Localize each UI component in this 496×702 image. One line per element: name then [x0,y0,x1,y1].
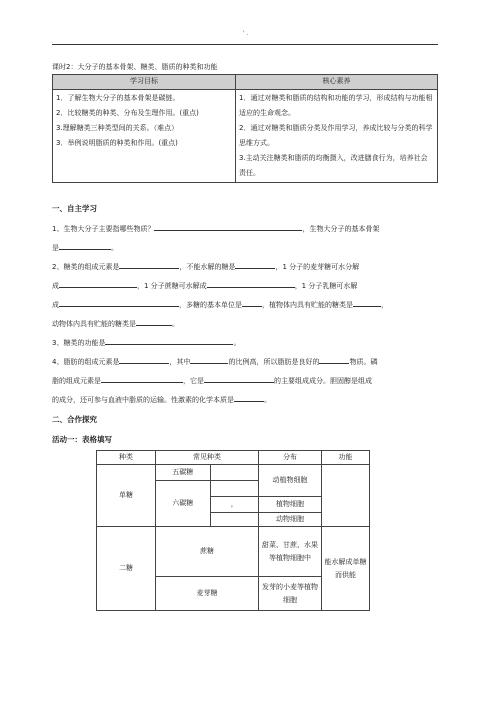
section-self-study-title: 一、自主学习 [52,204,97,213]
q2-text-d: 成 [52,282,59,290]
type-disaccharide: 二糖 [97,527,156,611]
answer-blank[interactable] [235,261,275,269]
question-3 [52,334,438,353]
answer-blank[interactable] [190,356,228,364]
question-4 [52,353,438,410]
q4-text-e: 脂的组成元素是 [52,377,101,385]
q4-text-b: ，其中 [169,358,191,366]
header-mark: ' . [243,30,249,37]
answer-blank[interactable] [136,318,172,326]
empty-cell-dot[interactable] [210,497,258,513]
q3-text-b: 。 [233,339,241,347]
empty-cell[interactable] [210,465,258,481]
header-distribution: 分布 [259,451,322,465]
objectives-header: 学习目标 [53,75,236,90]
activity-table [96,450,370,611]
objective-item: 3．举例说明脂质的种类和作用。(重点) [56,139,178,147]
answer-blank[interactable] [105,337,233,345]
answer-blank[interactable] [353,299,381,307]
q2-text-l: 。 [172,320,179,328]
answer-blank[interactable] [207,280,295,288]
answer-blank[interactable] [154,223,302,231]
q4-text-d: 物质。磷 [349,358,378,366]
plant-cell: 植物细胞 [259,497,322,513]
answer-blank[interactable] [242,299,262,307]
q2-text-k: 动物体内具有贮能的糖类是 [52,320,136,328]
answer-blank[interactable] [59,280,137,288]
q2-text-c: ，1 分子的麦芽糖可水分解 [275,263,360,271]
header-divider [52,44,438,45]
answer-blank[interactable] [59,299,179,307]
q3-text-a: 3、糖类的功能是 [52,339,106,347]
competency-item: 3.主动关注糖类和脂质的均衡摄入，改进膳食行为，培养社会责任。 [239,154,428,177]
answer-blank[interactable] [59,242,111,250]
q2-text-e: ，1 分子蔗糖可水解成 [137,282,207,290]
q1-text-a: 1、生物大分子主要指哪些物质？ [52,225,155,233]
answer-blank[interactable] [119,261,179,269]
answer-blank[interactable] [319,356,349,364]
q4-text-h: 的成分，还可参与血液中脂质的运输。性激素的化学本质是 [52,396,234,404]
empty-cell[interactable] [210,481,258,497]
answer-blank[interactable] [234,394,264,402]
section-cooperation-title: 二、合作探究 [52,415,97,424]
competency-header: 核心素养 [236,75,438,90]
q2-text-b: ，不能水解的糖是 [179,263,236,271]
question-2 [52,258,438,334]
objective-item: 2．比较糖类的种类、分布及生理作用。(重点) [56,109,199,117]
activity-1-title: 活动一：表格填写 [52,435,112,444]
six-carbon-sugar: 六碳糖 [156,481,211,527]
q1-text-d: 。 [111,244,118,252]
dot-mark: ， [230,500,238,508]
question-1 [52,220,438,258]
sucrose-distribution: 甜菜、甘蔗、水果等植物细胞中 [259,527,322,577]
maltose: 麦芽糖 [156,577,259,611]
q1-text-c: 是 [52,244,59,252]
maltose-distribution: 发芽的小麦等植物细胞 [259,577,322,611]
sucrose: 蔗糖 [156,527,259,577]
answer-blank[interactable] [204,375,274,383]
competency-item: 1．通过对糖类和脂质的结构和功能的学习，形成结构与功能相适应的生命观念。 [239,94,433,117]
lesson-title: 课时2：大分子的基本骨架、糖类、脂质的种类和功能 [52,63,218,71]
q2-text-g: 成 [52,301,59,309]
q4-text-c: 的比例高，所以脂肪是良好的 [228,358,320,366]
empty-cell[interactable] [322,465,370,527]
objective-item: 3.理解糖类三种类型间的关系。（难点） [56,124,179,132]
q1-text-b: ，生物大分子的基本骨架 [302,225,380,233]
q2-text-f: ，1 分子乳糖可水解 [294,282,358,290]
animal-cell: 动物细胞 [259,513,322,527]
q2-text-a: 2、糖类的组成元素是 [52,263,120,271]
competency-list [236,90,438,183]
q4-text-f: ，它是 [183,377,204,385]
header-common: 常见种类 [156,451,259,465]
animal-plant-cell: 动植物细胞 [259,465,322,497]
header-type: 种类 [97,451,156,465]
objectives-table [52,74,438,183]
disaccharide-function: 能水解成单糖而供能 [322,527,370,611]
competency-item: 2．通过对糖类和脂质分类及作用学习，养成比较与分类的科学思维方式。 [239,124,433,147]
header-function: 功能 [322,451,370,465]
objectives-list [53,90,236,183]
q4-text-g: 的主要组成成分。胆固醇是组成 [274,377,372,385]
q2-text-i: ，植物体内具有贮能的糖类是 [262,301,353,309]
five-carbon-sugar: 五碳糖 [156,465,211,481]
q2-text-j: ， [381,301,388,309]
q4-text-a: 4、脂肪的组成元素是 [52,358,120,366]
answer-blank[interactable] [119,356,169,364]
objective-item: 1．了解生物大分子的基本骨架是碳链。 [56,94,180,102]
q4-text-i: 。 [264,396,271,404]
empty-cell[interactable] [210,513,258,527]
type-monosaccharide: 单糖 [97,465,156,527]
answer-blank[interactable] [101,375,183,383]
q2-text-h: ，多糖的基本单位是 [179,301,242,309]
